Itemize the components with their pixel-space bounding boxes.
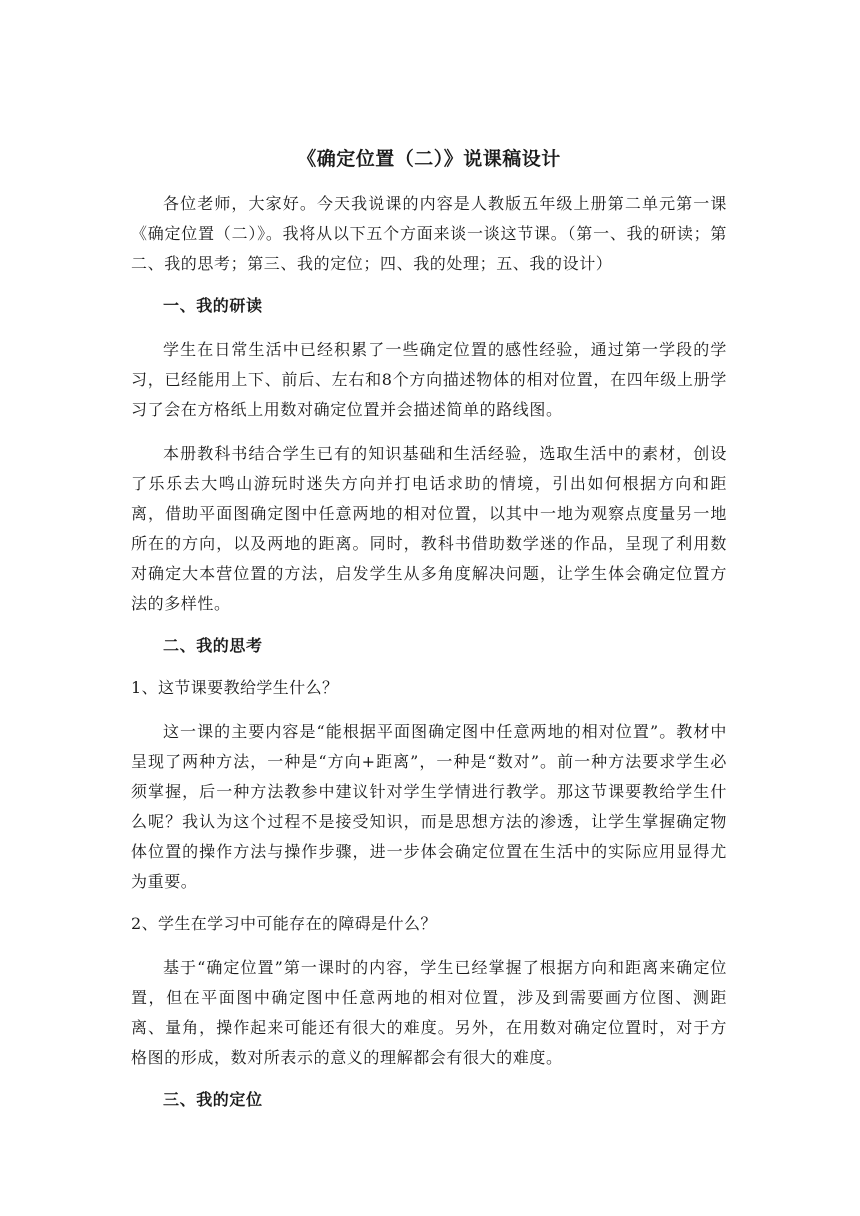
question-1: 1、这节课要教给学生什么？ bbox=[131, 678, 339, 697]
question-2-answer: 基于“确定位置”第一课时的内容，学生已经掌握了根据方向和距离来确定位置，但在平面图中确定图中任意两地的相对位置，涉及到需要画方位图、测距离、量角，操作起来可能还有很大的难度。另外，在用数对确定位置时，对于方格图的形成，数对所表示的意义的理解都会有很大的难度。 bbox=[131, 958, 727, 1067]
section-heading-research: 一、我的研读 bbox=[163, 296, 263, 315]
question-2: 2、学生在学习中可能存在的障碍是什么？ bbox=[131, 914, 437, 933]
research-paragraph-2: 本册教科书结合学生已有的知识基础和生活经验，选取生活中的素材，创设了乐乐去大鸣山游玩时迷失方向并打电话求助的情境，引出如何根据方向和距离，借助平面图确定图中任意两地的相对位置，以其中一地为观察点度量另一地所在的方向，以及两地的距离。同时，教科书借助数学迷的作品，呈现了利用数对确定大本营位置的方法，启发学生从多角度解决问题，让学生体会确定位置方法的多样性。 bbox=[131, 444, 727, 613]
section-heading-thinking: 二、我的思考 bbox=[163, 636, 263, 655]
document-title: 《确定位置（二）》说课稿设计 bbox=[297, 148, 561, 170]
research-paragraph-1: 学生在日常生活中已经积累了一些确定位置的感性经验，通过第一学段的学习，已经能用上下、前后、左右和8个方向描述物体的相对位置，在四年级上册学习了会在方格纸上用数对确定位置并会描述简单的路线图。 bbox=[131, 340, 727, 419]
document-page bbox=[131, 146, 727, 1129]
question-1-answer: 这一课的主要内容是“能根据平面图确定图中任意两地的相对位置”。教材中呈现了两种方法，一种是“方向+距离”，一种是“数对”。前一种方法要求学生必须掌握，后一种方法教参中建议针对学生学情进行教学。那这节课要教给学生什么呢？我认为这个过程不是接受知识，而是思想方法的渗透，让学生掌握确定物体位置的操作方法与操作步骤，进一步体会确定位置在生活中的实际应用显得尤为重要。 bbox=[131, 722, 727, 891]
section-heading-positioning: 三、我的定位 bbox=[163, 1090, 263, 1109]
intro-paragraph: 各位老师，大家好。今天我说课的内容是人教版五年级上册第二单元第一课《确定位置（二）》。我将从以下五个方面来谈一谈这节课。（第一、我的研读；第二、我的思考；第三、我的定位；四、我的处理；五、我的设计） bbox=[131, 194, 727, 273]
